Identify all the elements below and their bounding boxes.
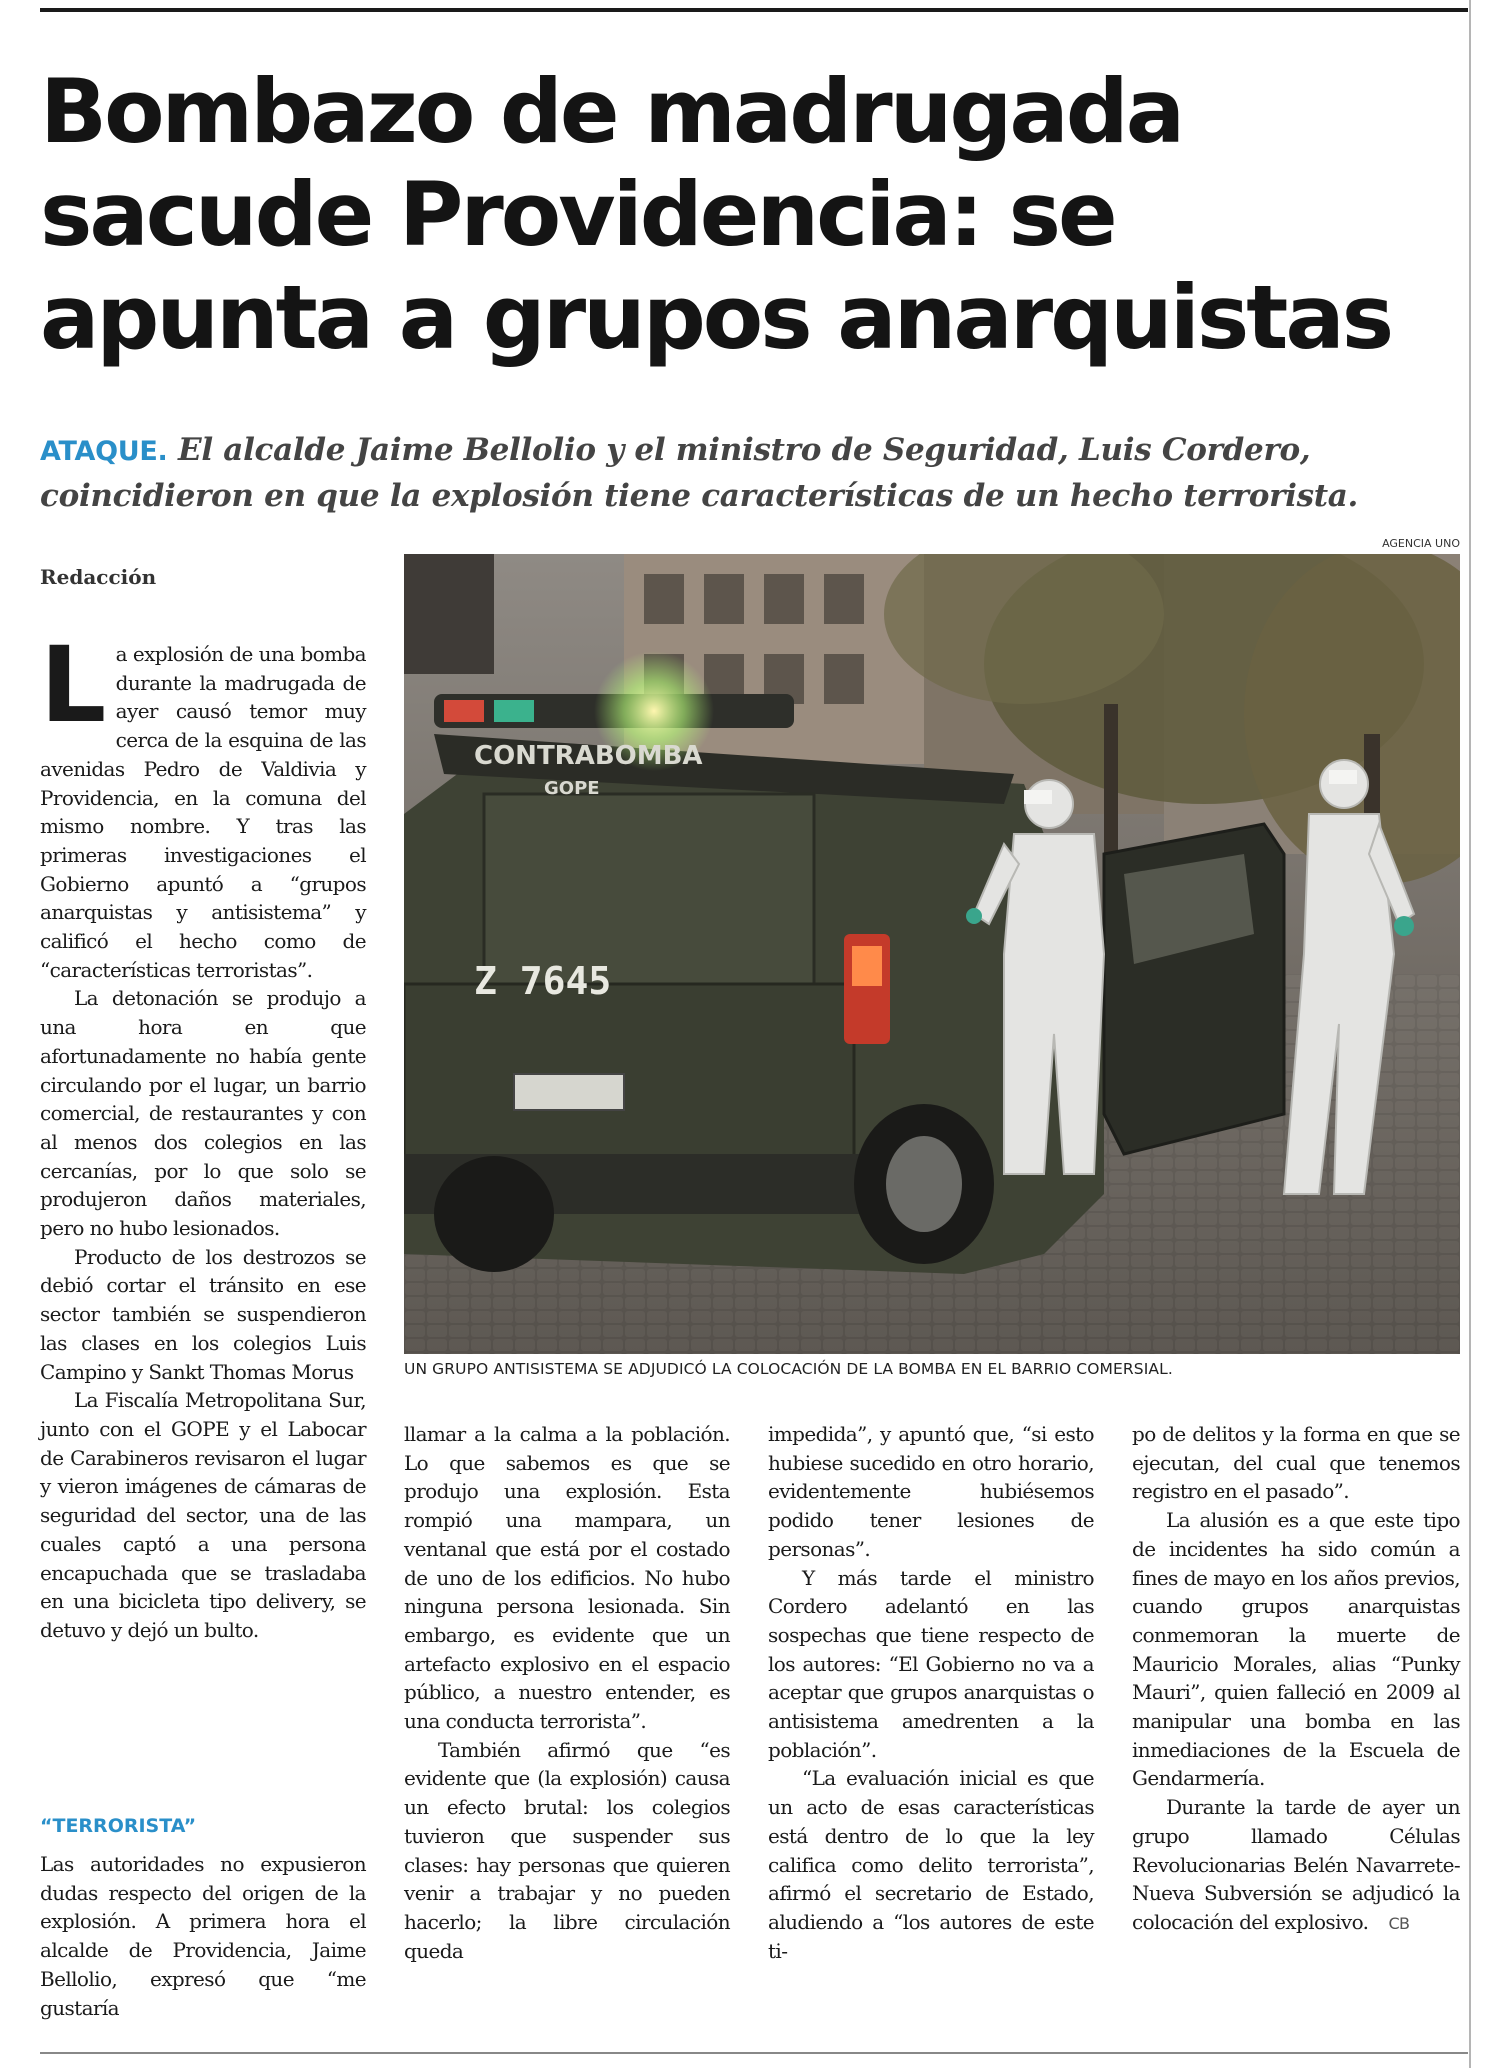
column-3 (768, 1420, 1094, 1965)
deck-tag: ATAQUE. (40, 436, 168, 467)
paragraph: La alusión es a que este tipo de incidentes ha sido común a fines de mayo en los años previos, cuando grupos anarquistas conmemoran la muerte de Mauricio Morales, alias “Punky Mauri”, quien falleció en 2009 al manipular una bomba en las inmediaciones de la Escuela de Gendarmería. (1132, 1508, 1460, 1791)
headline (40, 60, 1440, 369)
deck (40, 428, 1460, 518)
column-2 (404, 1420, 730, 1965)
deck-text: El alcalde Jaime Bellolio y el ministro de Seguridad, Luis Cordero, coincidieron en que la explosión tiene características de un hecho terrorista. (40, 432, 1359, 514)
column-1-continued (40, 1850, 366, 2022)
byline: Redacción (40, 565, 157, 589)
column-1 (40, 624, 366, 1645)
paragraph: llamar a la calma a la población. Lo que sabemos es que se produjo una explosión. Esta rompió una mampara, un ventanal que está por el costado de uno de los edificios. No hubo ninguna persona lesionada. Sin embargo, es evidente que un artefacto explosivo en el espacio público, a nuestro entender, es una conducta terrorista”. (404, 1422, 730, 1734)
end-mark-icon: CB (1388, 1913, 1410, 1933)
bottom-rule (40, 2052, 1468, 2054)
paragraph-text: Durante la tarde de ayer un grupo llamado Células Revolucionarias Belén Navarrete-Nueva Subversión se adjudicó la colocación del explosivo. (1132, 1795, 1460, 1934)
paragraph: También afirmó que “es evidente que (la explosión) causa un efecto brutal: los colegios tuvieron que suspender sus clases: hay personas que quieren venir a trabajar y no pueden hacerlo; la libre circulación queda (404, 1737, 730, 1963)
paragraph: Las autoridades no expusieron dudas respecto del origen de la explosión. A primera hora el alcalde de Providencia, Jaime Bellolio, expresó que “me gustaría (40, 1852, 366, 2020)
paragraph: Producto de los destrozos se debió cortar el tránsito en ese sector también se suspendieron las clases en los colegios Luis Campino y Sankt Thomas Morus (40, 1244, 366, 1384)
column-rule (1469, 0, 1471, 2068)
paragraph: La detonación se produjo a una hora en que afortunadamente no había gente circulando por el lugar, un barrio comercial, de restaurantes y con al menos dos colegios en las cercanías, por lo que solo se produjeron daños materiales, pero no hubo lesionados. (40, 986, 366, 1241)
column-4 (1132, 1420, 1460, 1939)
photo-caption: UN GRUPO ANTISISTEMA SE ADJUDICÓ LA COLOCACIÓN DE LA BOMBA EN EL BARRIO COMERSIAL. (404, 1360, 1173, 1378)
paragraph (40, 624, 366, 984)
svg-text:Z 7645: Z 7645 (474, 959, 612, 1003)
svg-text:CONTRABOMBA: CONTRABOMBA (474, 741, 703, 771)
paragraph: “La evaluación inicial es que un acto de esas características está dentro de lo que la ley califica como delito terrorista”, afirmó el secretario de Estado, aludiendo a “los autores de este ti- (768, 1766, 1094, 1963)
dropcap: L (40, 624, 106, 746)
paragraph (1132, 1793, 1460, 1939)
headline-line-3: apunta a grupos anarquistas (40, 266, 1392, 369)
headline-line-1: Bombazo de madrugada (40, 60, 1183, 163)
top-rule (40, 8, 1468, 12)
photo-credit: AGENCIA UNO (1382, 537, 1460, 550)
paragraph: La Fiscalía Metropolitana Sur, junto con el GOPE y el Labocar de Carabineros revisaron el lugar y vieron imágenes de cámaras de seguridad del sector, una de las cuales captó a una persona encapuchada que se trasladaba en una bicicleta tipo delivery, se detuvo y dejó un bulto. (40, 1388, 366, 1642)
subheading: “TERRORISTA” (40, 1815, 197, 1837)
paragraph-text: a explosión de una bomba durante la madrugada de ayer causó temor muy cerca de la esquina de las avenidas Pedro de Valdivia y Providencia, en la comuna del mismo nombre. Y tras las primeras investigaciones el Gobierno apuntó a “grupos anarquistas y antisistema” y calificó el hecho como de “características terroristas”. (40, 642, 366, 982)
paragraph: impedida”, y apuntó que, “si esto hubiese sucedido en otro horario, evidentemente hubiésemos podido tener lesiones de personas”. (768, 1422, 1094, 1561)
news-photo (404, 554, 1460, 1354)
paragraph: po de delitos y la forma en que se ejecutan, del cual que tenemos registro en el pasado”. (1132, 1422, 1460, 1504)
svg-text:GOPE: GOPE (544, 778, 600, 799)
paragraph: Y más tarde el ministro Cordero adelantó en las sospechas que tiene respecto de los autores: “El Gobierno no va a aceptar que grupos anarquistas o antisistema amedrenten a la población”. (768, 1565, 1094, 1762)
headline-line-2: sacude Providencia: se (40, 163, 1115, 266)
